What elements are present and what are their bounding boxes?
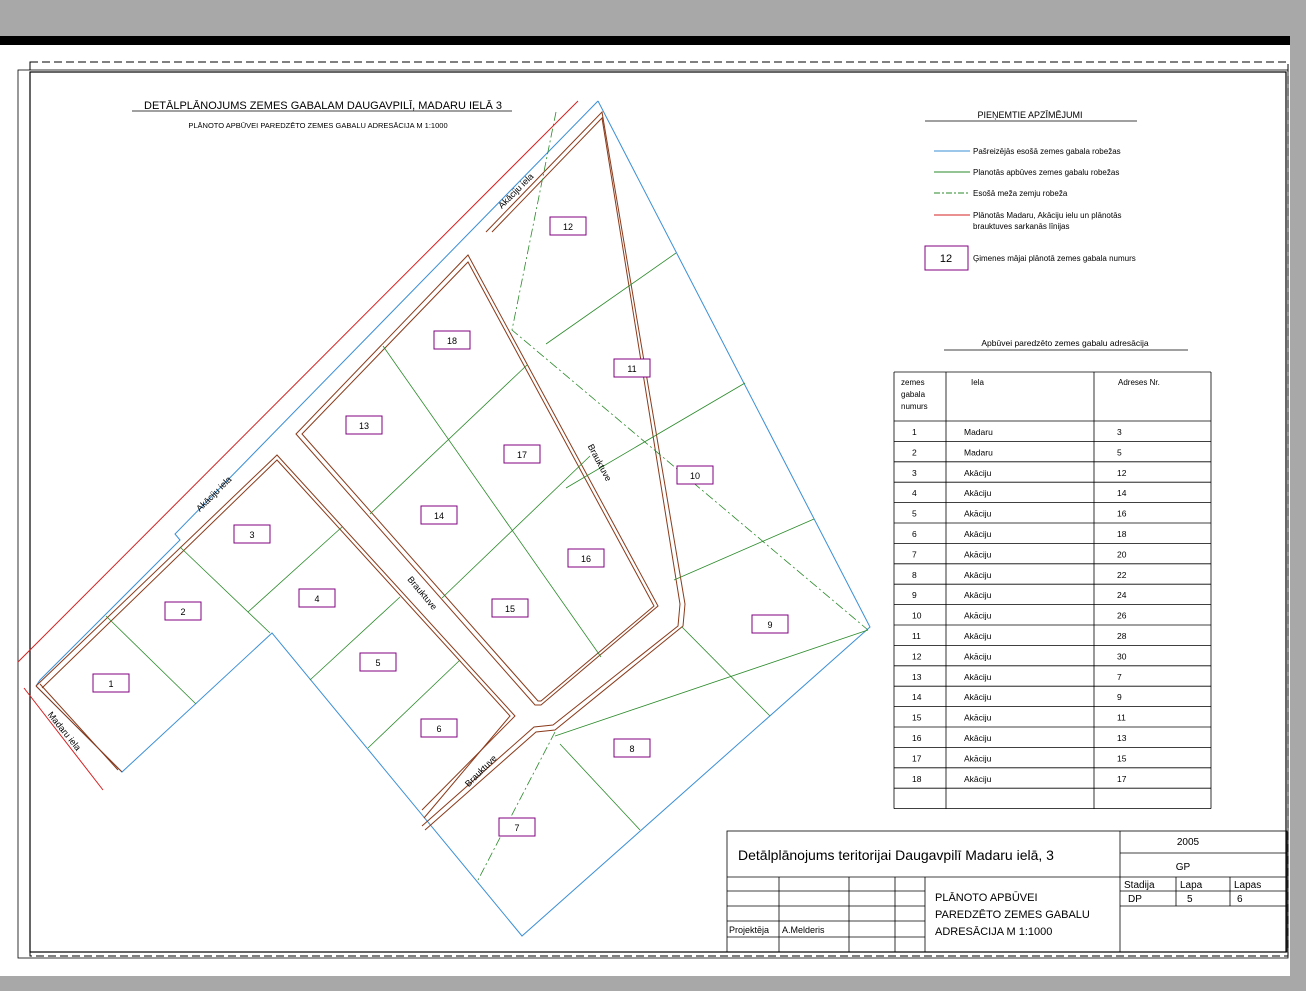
table-cell-street: Akāciju xyxy=(964,773,992,784)
table-cell-number: 14 xyxy=(912,692,922,703)
table-cell-address: 17 xyxy=(1117,773,1127,784)
address-table-rows xyxy=(912,427,1127,784)
plot-number: 8 xyxy=(629,744,635,754)
address-header-number-3: numurs xyxy=(901,402,928,411)
table-cell-number: 5 xyxy=(912,508,917,519)
plot-label xyxy=(499,818,535,836)
table-cell-street: Akāciju xyxy=(964,610,992,621)
table-cell-number: 10 xyxy=(912,610,922,621)
plot-number: 11 xyxy=(627,364,637,374)
street-label-madaru: Madaru iela xyxy=(45,709,84,753)
table-cell-number: 9 xyxy=(912,590,917,601)
plot-label xyxy=(434,331,470,349)
legend-label-red-1: Plānotās Madaru, Akāciju ielu un plānotās xyxy=(973,211,1122,220)
table-cell-number: 4 xyxy=(912,488,917,499)
table-cell-street: Akāciju xyxy=(964,549,992,560)
plot-label xyxy=(93,674,129,692)
project-code: GP xyxy=(1175,862,1191,873)
table-cell-number: 13 xyxy=(912,671,922,682)
table-cell-number: 1 xyxy=(912,427,917,437)
table-cell-number: 17 xyxy=(912,753,922,764)
legend-label-planned: Planotās apbūves zemes gabalu robežas xyxy=(973,168,1120,177)
table-cell-address: 26 xyxy=(1117,610,1127,621)
plot-number: 10 xyxy=(689,471,701,481)
plot-label xyxy=(346,416,382,434)
plot-label xyxy=(568,549,604,567)
table-cell-street: Akāciju xyxy=(964,753,992,764)
table-cell-street: Akāciju xyxy=(964,569,992,580)
table-cell-street: Akāciju xyxy=(964,590,992,601)
address-table xyxy=(894,338,1211,809)
project-title: Detālplānojums teritorijai Daugavpilī Madaru ielā, 3 xyxy=(738,847,1054,863)
table-cell-number: 11 xyxy=(912,631,921,641)
table-cell-number: 2 xyxy=(912,447,917,458)
plot-label xyxy=(677,466,713,484)
stadija-value: DP xyxy=(1128,894,1142,905)
street-label-akaciju-top: Akāciju iela xyxy=(496,171,536,211)
table-cell-address: 7 xyxy=(1117,671,1122,682)
table-cell-street: Akāciju xyxy=(964,651,992,662)
address-header-address: Adreses Nr. xyxy=(1118,378,1160,387)
project-year: 2005 xyxy=(1176,837,1200,848)
drawing-subtitle: PLĀNOTO APBŪVEI PAREDZĒTO ZEMES GABALU ADRESĀCIJA M 1:1000 xyxy=(188,121,448,130)
plot-label xyxy=(550,217,586,235)
plot-number: 15 xyxy=(504,604,516,614)
legend-title: PIEŅEMTIE APZĪMĒJUMI xyxy=(977,110,1083,120)
table-cell-address: 16 xyxy=(1117,508,1127,519)
table-cell-address: 20 xyxy=(1117,549,1127,560)
plot-label xyxy=(492,599,528,617)
table-cell-address: 18 xyxy=(1117,529,1127,539)
table-cell-number: 8 xyxy=(912,569,917,580)
table-cell-street: Akāciju xyxy=(964,712,992,723)
table-cell-number: 12 xyxy=(912,651,922,662)
address-header-street: Iela xyxy=(971,378,984,387)
plot-number: 14 xyxy=(433,511,445,521)
plot-label xyxy=(299,589,335,607)
lapas-label: Lapas xyxy=(1234,880,1262,891)
table-cell-number: 7 xyxy=(912,549,917,560)
table-cell-address: 30 xyxy=(1117,651,1127,662)
table-cell-address: 15 xyxy=(1117,753,1127,764)
plot-number: 5 xyxy=(375,658,381,668)
outer-dashed-frame xyxy=(30,62,1288,956)
table-cell-street: Akāciju xyxy=(964,508,992,519)
table-cell-address: 12 xyxy=(1117,467,1127,478)
projekteja-label: Projektēja xyxy=(729,925,770,935)
table-cell-address: 3 xyxy=(1117,427,1122,437)
plot-number: 3 xyxy=(249,530,255,540)
table-cell-address: 14 xyxy=(1117,488,1127,499)
plot-number: 1 xyxy=(108,679,114,689)
plot-number: 17 xyxy=(516,450,528,460)
table-cell-address: 9 xyxy=(1117,692,1122,703)
plot-number: 2 xyxy=(180,607,186,617)
street-label-brauktuve-middle: Brauktuve xyxy=(405,574,440,612)
street-label-brauktuve-bottom: Brauktuve xyxy=(463,753,499,789)
table-cell-street: Akāciju xyxy=(964,529,992,539)
table-cell-street: Akāciju xyxy=(964,488,992,499)
planned-street-lines xyxy=(36,112,685,830)
table-cell-street: Akāciju xyxy=(964,692,992,703)
plot-label xyxy=(614,359,650,377)
plot-number: 6 xyxy=(436,724,442,734)
plot-number: 18 xyxy=(446,336,458,346)
sheet-title-line-1: PLĀNOTO APBŪVEI xyxy=(935,892,1038,904)
address-table-title: Apbūvei paredzēto zemes gabalu adresācija xyxy=(981,338,1149,348)
table-cell-number: 18 xyxy=(912,773,922,784)
table-cell-street: Madaru xyxy=(964,447,993,458)
forest-boundary xyxy=(478,112,868,880)
plot-number: 16 xyxy=(580,554,592,564)
table-cell-address: 22 xyxy=(1117,569,1127,580)
plot-number: 7 xyxy=(514,823,520,833)
plot-label xyxy=(165,602,201,620)
plot-number: 9 xyxy=(767,620,773,630)
legend-plot-sample-label: Ģimenes mājai plānotā zemes gabala numurs xyxy=(973,254,1136,263)
plot-number: 12 xyxy=(562,222,574,232)
plot-labels xyxy=(93,217,788,836)
table-cell-number: 16 xyxy=(912,733,922,743)
table-cell-address: 28 xyxy=(1117,631,1127,641)
table-cell-address: 13 xyxy=(1117,733,1127,743)
table-cell-street: Akāciju xyxy=(964,467,992,478)
lapas-value: 6 xyxy=(1237,894,1243,905)
table-cell-street: Akāciju xyxy=(964,671,992,682)
table-cell-address: 5 xyxy=(1117,447,1122,458)
table-cell-number: 15 xyxy=(912,712,922,723)
site-plan-drawing xyxy=(0,45,1290,976)
street-label-akaciju-left: Akāciju iela xyxy=(194,474,234,514)
table-cell-number: 3 xyxy=(912,467,917,478)
table-cell-address: 24 xyxy=(1117,590,1127,601)
table-cell-street: Madaru xyxy=(964,427,993,437)
stadija-label: Stadija xyxy=(1124,880,1155,891)
table-cell-street: Akāciju xyxy=(964,631,992,641)
table-cell-street: Akāciju xyxy=(964,733,992,743)
legend-label-red-2: brauktuves sarkanās līnijas xyxy=(973,222,1070,231)
outer-frame xyxy=(18,70,1288,958)
address-header-number-2: gabala xyxy=(901,390,926,399)
plot-label xyxy=(421,719,457,737)
plot-label xyxy=(360,653,396,671)
legend-label-forest: Esošā meža zemju robeža xyxy=(973,189,1068,198)
address-header-number-1: zemes xyxy=(901,378,925,387)
plot-number: 13 xyxy=(358,421,370,431)
plot-label xyxy=(504,445,540,463)
table-cell-number: 6 xyxy=(912,529,917,539)
lapa-value: 5 xyxy=(1187,894,1193,905)
street-label-brauktuve-right: Brauktuve xyxy=(585,442,614,483)
plot-label xyxy=(421,506,457,524)
sheet-title-line-3: ADRESĀCIJA M 1:1000 xyxy=(935,926,1053,938)
plot-label xyxy=(234,525,270,543)
legend-plot-sample-number: 12 xyxy=(939,253,953,265)
plot-label xyxy=(614,739,650,757)
address-table-grid xyxy=(894,372,1211,809)
table-cell-address: 11 xyxy=(1117,712,1126,723)
drawing-title: DETĀLPLĀNOJUMS ZEMES GABALAM DAUGAVPILĪ, MADARU IELĀ 3 xyxy=(144,100,502,112)
legend xyxy=(925,110,1137,270)
inner-frame xyxy=(30,72,1286,952)
sheet-title-line-2: PAREDZĒTO ZEMES GABALU xyxy=(935,909,1090,921)
plot-number: 4 xyxy=(314,594,320,604)
lapa-label: Lapa xyxy=(1180,880,1203,891)
projekteja-value: A.Melderis xyxy=(782,925,825,935)
plot-label xyxy=(752,615,788,633)
legend-label-existing: Pašreizējās esošā zemes gabala robežas xyxy=(973,147,1121,156)
drawing-sheet xyxy=(0,36,1290,976)
